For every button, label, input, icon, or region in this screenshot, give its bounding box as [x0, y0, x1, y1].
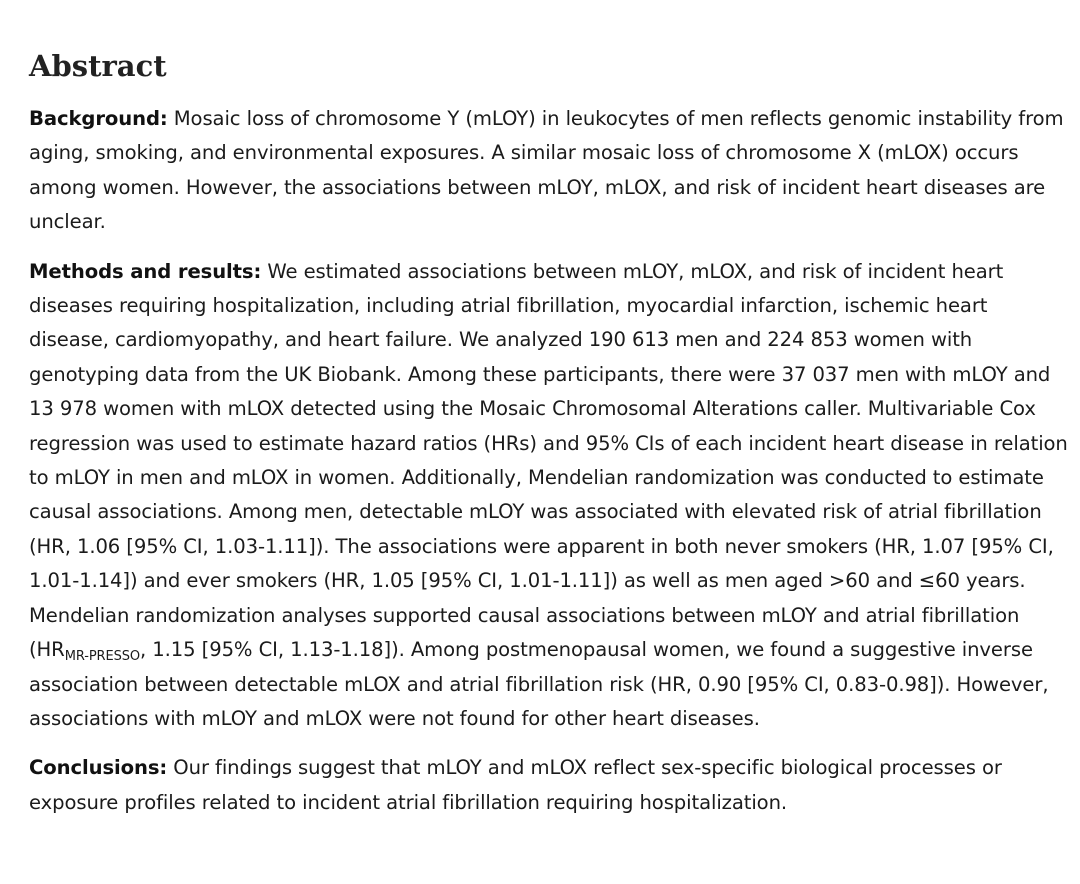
- conclusions-label: Conclusions:: [29, 756, 168, 780]
- abstract-heading: Abstract: [29, 49, 167, 83]
- conclusions-text: Our findings suggest that mLOY and mLOX reflect sex-specific biological processes or exposure profiles related to incident atrial fibrillation requiring hospitalization.: [29, 756, 1002, 814]
- mr-presso-subscript: MR-PRESSO: [64, 649, 141, 665]
- background-label: Background:: [29, 107, 168, 130]
- methods-results-paragraph: [29, 255, 1069, 737]
- conclusions-paragraph: [29, 751, 1069, 820]
- methods-results-label: Methods and results:: [29, 259, 262, 283]
- background-text: Mosaic loss of chromosome Y (mLOY) in leukocytes of men reflects genomic instability from aging, smoking, and environmental exposures. A similar mosaic loss of chromosome X (mLOX) occurs among women. However, the associations between mLOY, mLOX, and risk of incident heart diseases are unclear.: [29, 107, 1064, 234]
- abstract-section: [29, 44, 1069, 835]
- methods-results-text-part1: We estimated associations between mLOY, mLOX, and risk of incident heart diseases requiring hospitalization, including atrial fibrillation, myocardial infarction, ischemic heart disease, cardiomyopathy, and heart failure. We analyzed 190 613 men and 224 853 women with genotyping data from the UK Biobank. Among these participants, there were 37 037 men with mLOY and 13 978 women with mLOX detected using the Mosaic Chromosomal Alterations caller. Multivariable Cox regression was used to estimate hazard ratios (HRs) and 95% CIs of each incident heart disease in relation to mLOY in men and mLOX in women. Additionally, Mendelian randomization was conducted to estimate causal associations. Among men, detectable mLOY was associated with elevated risk of atrial fibrillation (HR, 1.06 [95% CI, 1.03-1.11]). The associations were apparent in both never smokers (HR, 1.07 [95% CI, 1.01-1.14]) and ever smokers (HR, 1.05 [95% CI, 1.01-1.11]) as well as men aged >60 and ≤60 years. Mendelian randomization analyses supported causal associations between mLOY and atrial fibrillation (HR: [29, 259, 1068, 662]
- methods-results-text-part2: , 1.15 [95% CI, 1.13-1.18]). Among postmenopausal women, we found a suggestive inverse association between detectable mLOX and atrial fibrillation risk (HR, 0.90 [95% CI, 0.83-0.98]). However, associations with mLOY and mLOX were not found for other heart diseases.: [29, 638, 1049, 730]
- background-paragraph: [29, 102, 1069, 240]
